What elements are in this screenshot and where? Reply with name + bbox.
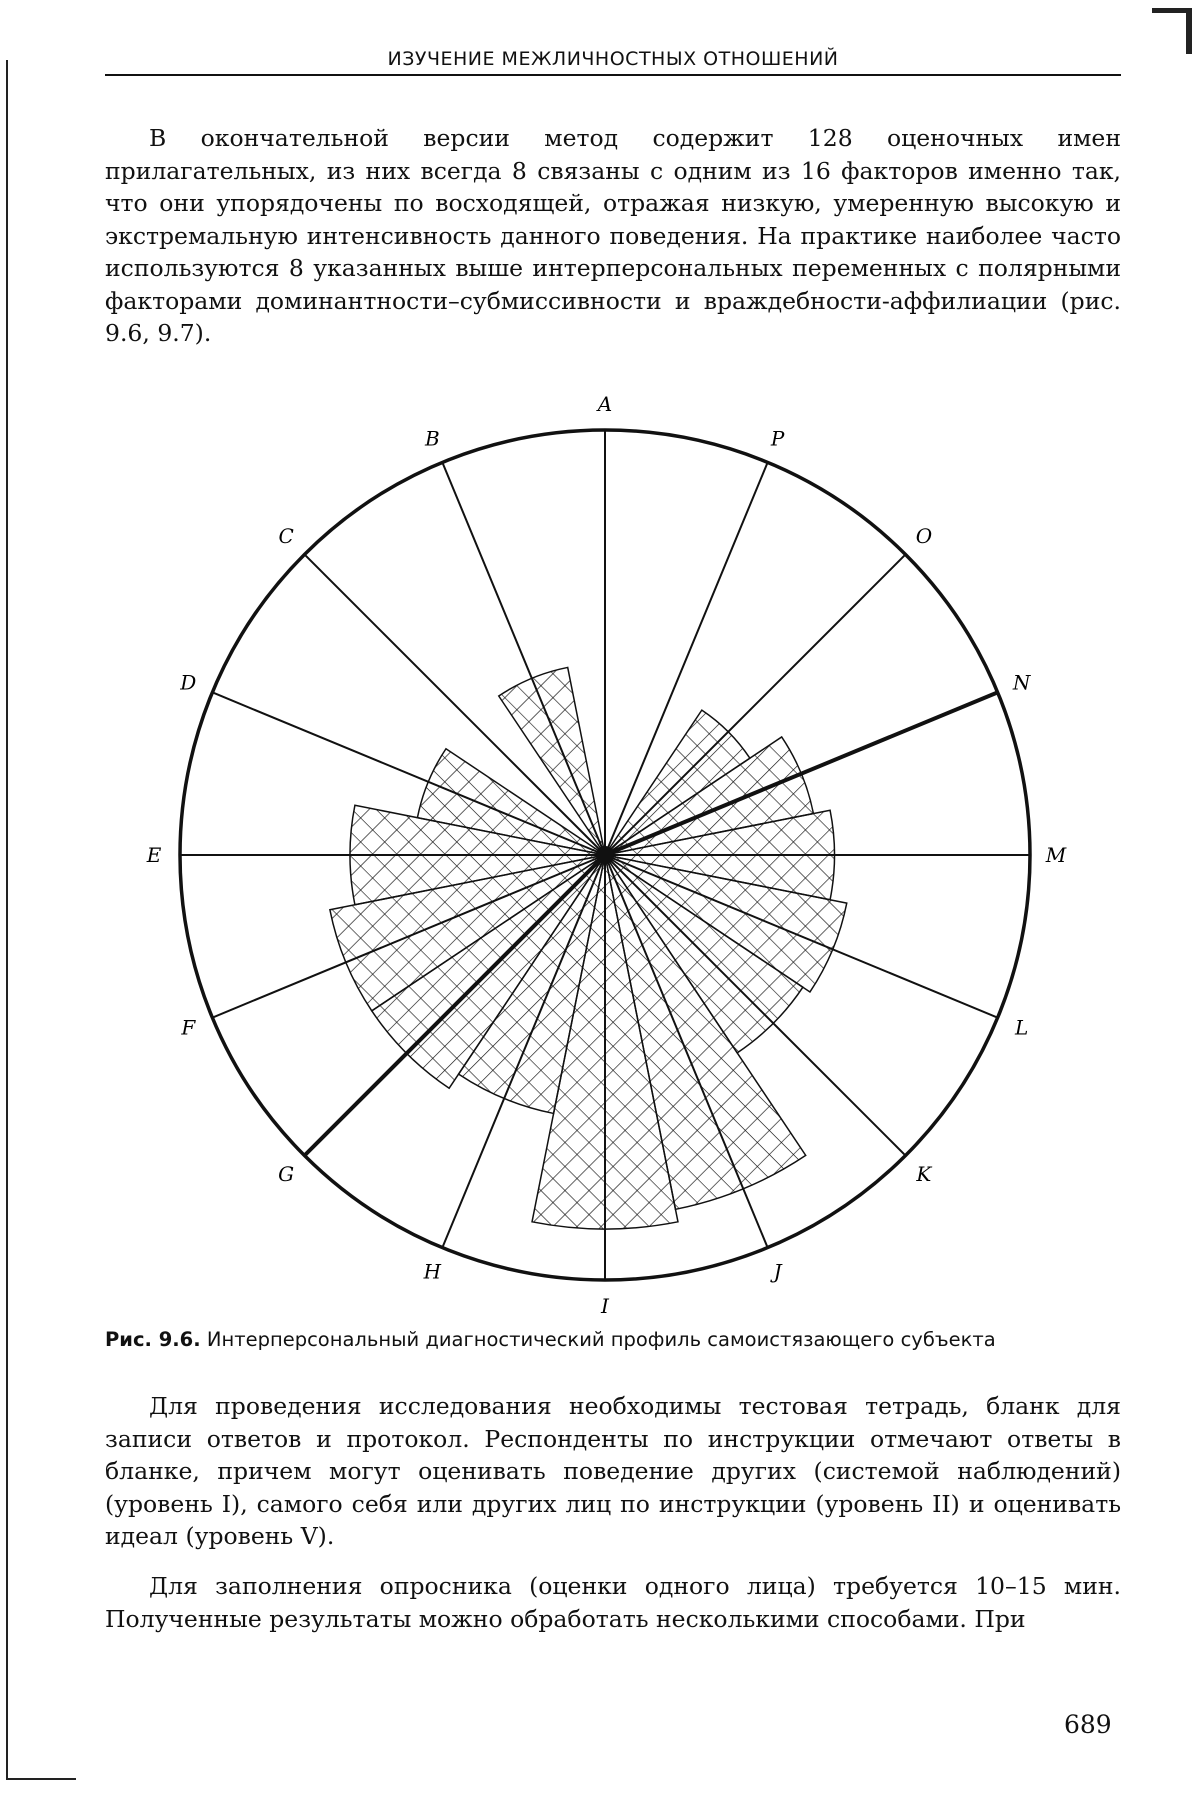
figure-caption xyxy=(105,1328,1121,1351)
octant-label-H: H xyxy=(423,1260,442,1284)
octant-label-C: C xyxy=(278,524,293,548)
octant-label-B: B xyxy=(424,426,440,450)
profile-shaded-area xyxy=(330,667,847,1229)
octant-label-E: E xyxy=(146,843,162,867)
figure-caption-text: Интерперсональный диагностический профиль самоистязающего субъекта xyxy=(207,1328,996,1351)
figure-caption-prefix: Рис. 9.6. xyxy=(105,1328,201,1351)
octant-label-A: A xyxy=(596,392,612,416)
scan-corner-mark-vertical xyxy=(1186,8,1192,54)
octant-label-G: G xyxy=(278,1162,294,1186)
paragraph-procedure: Для заполнения опросника (оценки одного лица) требуется 10–15 мин. Полученные результаты можно обработать несколькими способами. При xyxy=(105,1570,1121,1635)
octant-label-F: F xyxy=(180,1016,196,1040)
paragraph-intro: В окончательной версии метод содержит 128 оценочных имен прилагательных, из них всегда 8 связаны с одним из 16 факторов именно так, что они упорядочены по восходящей, отражая низкую, умеренную высокую и экстремальную интенсивность данного поведения. На практике наиболее часто используются 8 указанных выше интерперсональных переменных с полярными факторами доминантности–субмиссивности и враждебности-аффилиации (рис. 9.6, 9.7). xyxy=(105,122,1121,350)
scan-margin-line xyxy=(6,60,8,1780)
octant-label-K: K xyxy=(915,1162,932,1186)
center-dot xyxy=(596,846,614,864)
page-number: 689 xyxy=(1064,1710,1112,1739)
octant-label-J: J xyxy=(770,1260,783,1284)
octant-label-I: I xyxy=(600,1294,610,1318)
scan-margin-line-bottom xyxy=(6,1778,76,1780)
octant-label-M: M xyxy=(1045,843,1067,867)
octant-label-P: P xyxy=(770,426,785,450)
octant-label-N: N xyxy=(1012,670,1032,694)
octant-label-D: D xyxy=(179,670,196,694)
octant-label-L: L xyxy=(1014,1016,1028,1040)
running-header: ИЗУЧЕНИЕ МЕЖЛИЧНОСТНЫХ ОТНОШЕНИЙ xyxy=(105,48,1121,76)
paragraph-materials: Для проведения исследования необходимы тестовая тетрадь, бланк для записи ответов и протокол. Респонденты по инструкции отмечают ответы в бланке, причем могут оценивать поведение других (системой наблюдений) (уровень I), самого себя или других лиц по инструкции (уровень II) и оценивать идеал (уровень V). xyxy=(105,1390,1121,1553)
octant-label-O: O xyxy=(916,524,932,548)
